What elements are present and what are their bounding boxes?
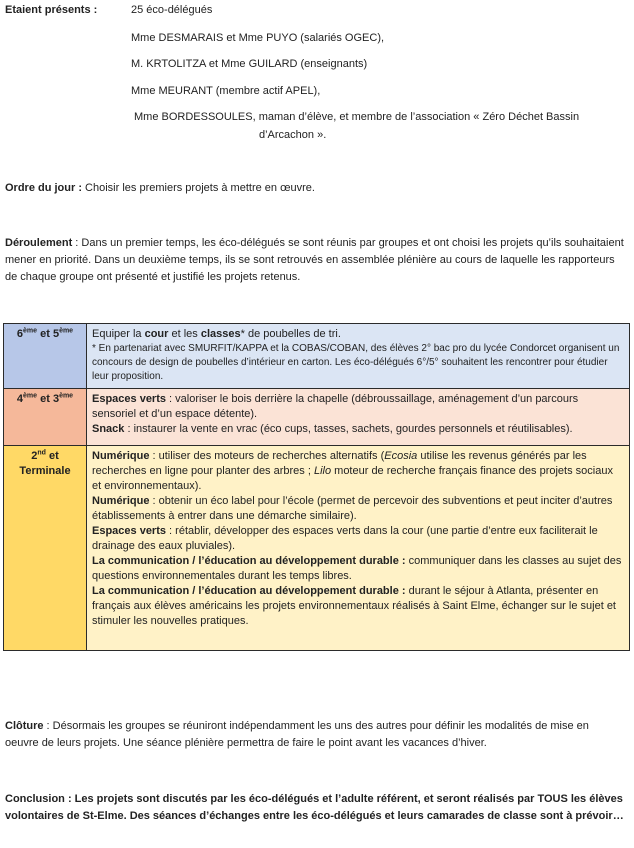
project-item: Equiper la cour et les classes* de poubelles de tri.	[92, 328, 341, 340]
agenda-label: Ordre du jour :	[5, 182, 82, 194]
project-item: Espaces verts : rétablir, développer des espaces verts dans la cour (une partie d’entre eux faciliterait le drainage des eaux pluviales).	[92, 525, 598, 552]
closing-label: Clôture	[5, 720, 44, 732]
attendees-label: Etaient présents :	[5, 4, 98, 16]
proceedings-label: Déroulement	[5, 237, 73, 249]
attendee-line: M. KRTOLITZA et Mme GUILARD (enseignants)	[131, 58, 368, 70]
table-row	[4, 446, 630, 651]
projects-cell	[87, 324, 630, 389]
table-row	[4, 324, 630, 389]
closing-text: : Désormais les groupes se réuniront indépendamment les uns des autres pour définir les modalités de mise en oeuvre de leurs projets. Une séance plénière permettra de faire le point avant les vacances d’hiver.	[5, 720, 589, 749]
attendees-count: 25 éco-délégués	[131, 4, 213, 16]
agenda-text: Choisir les premiers projets à mettre en œuvre.	[82, 182, 315, 194]
projects-cell	[87, 446, 630, 651]
project-item: La communication / l’éducation au développement durable : communiquer dans les classes au sujet des questions environnementales durant les temps libres.	[92, 555, 622, 582]
projects-table	[3, 323, 630, 651]
attendee-line: d’Arcachon ».	[259, 129, 327, 141]
level-cell: 2nd et Terminale	[4, 446, 87, 651]
attendee-line: Mme MEURANT (membre actif APEL),	[131, 85, 321, 97]
proceedings	[5, 235, 625, 286]
project-item: Snack : instaurer la vente en vrac (éco cups, tasses, sachets, gourdes personnels et réutilisables).	[92, 423, 573, 435]
attendee-line: Mme DESMARAIS et Mme PUYO (salariés OGEC),	[131, 32, 385, 44]
conclusion	[5, 791, 625, 825]
proceedings-text: : Dans un premier temps, les éco-délégués se sont réunis par groupes et ont choisi les projets qu’ils souhaitaient mener en priorité. Dans un deuxième temps, ils se sont retrouvés en assemblée plénière au cours de laquelle les rapporteurs de chaque groupe ont présenté et justifié les projets retenus.	[5, 237, 624, 283]
table-row	[4, 389, 630, 446]
project-item: Espaces verts : valoriser le bois derrière la chapelle (débroussaillage, aménagement d’un parcours sensoriel et d’un espace détente).	[92, 393, 579, 420]
project-item: Numérique : utiliser des moteurs de recherches alternatifs (Ecosia utilise les revenus générés par les recherches en ligne pour planter des arbres ; Lilo moteur de recherche français finance des projets sociaux et environnementaux).	[92, 450, 613, 492]
conclusion-text: Les projets sont discutés par les éco-délégués et l’adulte référent, et seront réalisés par TOUS les élèves volontaires de St-Elme. Des séances d’échanges entre les éco-délégués et leurs camarades de classe sont à prévoir…	[5, 793, 624, 822]
level-cell: 4ème et 3ème	[4, 389, 87, 446]
attendee-line: Mme BORDESSOULES, maman d’élève, et membre de l’association « Zéro Déchet Bassin	[134, 111, 580, 123]
projects-cell	[87, 389, 630, 446]
level-cell: 6ème et 5ème	[4, 324, 87, 389]
project-item: Numérique : obtenir un éco label pour l’école (permet de percevoir des subventions et peut inciter d’autres établissements à entrer dans une démarche similaire).	[92, 495, 613, 522]
project-note: * En partenariat avec SMURFIT/KAPPA et la COBAS/COBAN, des élèves 2° bac pro du lycée Condorcet organisent un concours de design de poubelles d’intérieur en carton. Les éco-délégués 6°/5° souhaitent les rencontrer pour étudier leur proposition.	[92, 343, 620, 382]
conclusion-label: Conclusion :	[5, 793, 72, 805]
agenda	[5, 181, 315, 195]
closing	[5, 718, 625, 752]
project-item: La communication / l’éducation au développement durable : durant le séjour à Atlanta, présenter en français aux élèves américains les projets environnementaux réalisés à Saint Elme, échanger sur le sujet et stimuler les nouvelles pratiques.	[92, 585, 616, 627]
